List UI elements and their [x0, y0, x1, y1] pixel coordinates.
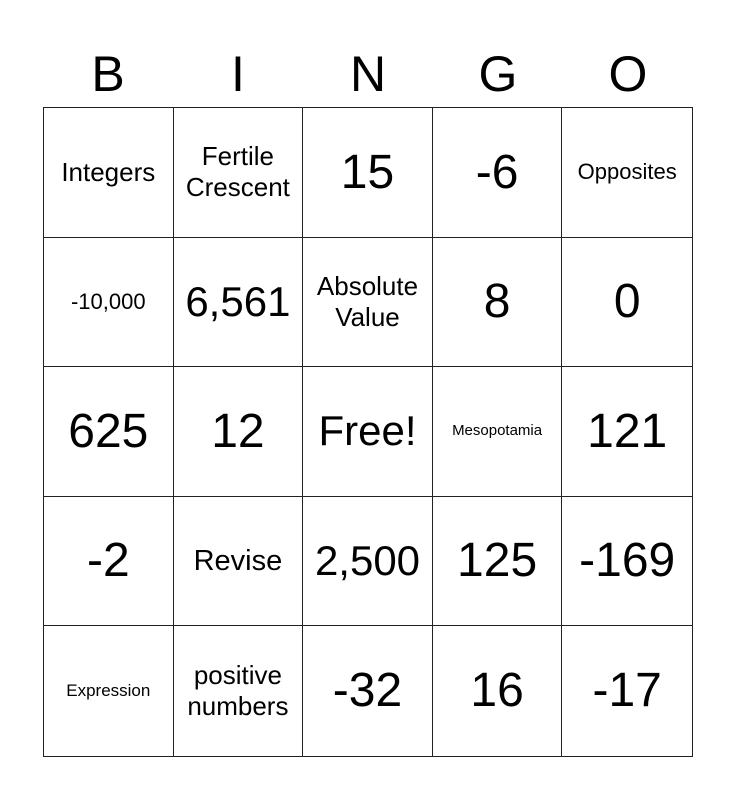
bingo-cell[interactable]	[562, 238, 692, 368]
cell-text: Expression	[66, 681, 151, 700]
cell-text: Integers	[61, 156, 156, 187]
bingo-cell[interactable]	[562, 367, 692, 497]
bingo-cell[interactable]	[174, 108, 304, 238]
cell-text: -17	[592, 664, 662, 718]
header-letter-o: O	[608, 46, 648, 102]
bingo-cell[interactable]	[433, 497, 563, 627]
cell-text: 16	[470, 664, 524, 718]
cell-text: positive numbers	[187, 660, 289, 722]
cell-text: 12	[211, 404, 265, 458]
cell-text: 2,500	[314, 536, 421, 584]
bingo-cell[interactable]	[433, 367, 563, 497]
free-cell[interactable]	[303, 367, 433, 497]
bingo-card	[43, 107, 693, 757]
cell-text: 6,561	[185, 277, 291, 325]
bingo-cell[interactable]	[174, 626, 304, 756]
bingo-cell[interactable]	[44, 497, 174, 627]
cell-text: -2	[86, 534, 130, 588]
bingo-cell[interactable]	[174, 497, 304, 627]
cell-text: Free!	[318, 407, 417, 455]
cell-text: -169	[579, 534, 676, 588]
bingo-cell[interactable]	[433, 626, 563, 756]
bingo-cell[interactable]	[433, 238, 563, 368]
bingo-cell[interactable]	[562, 626, 692, 756]
cell-text: -10,000	[70, 288, 146, 314]
bingo-cell[interactable]	[174, 367, 304, 497]
cell-text: Revise	[193, 544, 283, 577]
cell-text: Opposites	[577, 159, 677, 185]
bingo-cell[interactable]	[44, 367, 174, 497]
bingo-cell[interactable]	[44, 626, 174, 756]
bingo-cell[interactable]	[303, 238, 433, 368]
cell-text: 8	[483, 275, 511, 329]
cell-text: 125	[457, 534, 538, 588]
header-letter-n: N	[349, 46, 387, 102]
cell-text: Absolute Value	[316, 270, 419, 332]
header-letter-g: G	[478, 46, 518, 102]
bingo-cell[interactable]	[433, 108, 563, 238]
bingo-cell[interactable]	[303, 497, 433, 627]
cell-text: Fertile Crescent	[185, 141, 290, 203]
bingo-header	[43, 40, 693, 108]
bingo-cell[interactable]	[303, 626, 433, 756]
header-letter-b: B	[91, 46, 125, 102]
cell-text: 625	[68, 404, 149, 458]
bingo-cell[interactable]	[174, 238, 304, 368]
cell-text: Mesopotamia	[452, 422, 543, 440]
cell-text: 15	[340, 145, 395, 199]
bingo-cell[interactable]	[44, 108, 174, 238]
cell-text: 121	[587, 404, 668, 458]
cell-text: -6	[475, 145, 519, 199]
header-letter-i: I	[231, 46, 245, 102]
cell-text: -32	[332, 664, 403, 718]
bingo-cell[interactable]	[303, 108, 433, 238]
cell-text: 0	[613, 275, 641, 329]
bingo-cell[interactable]	[562, 497, 692, 627]
bingo-cell[interactable]	[44, 238, 174, 368]
bingo-cell[interactable]	[562, 108, 692, 238]
